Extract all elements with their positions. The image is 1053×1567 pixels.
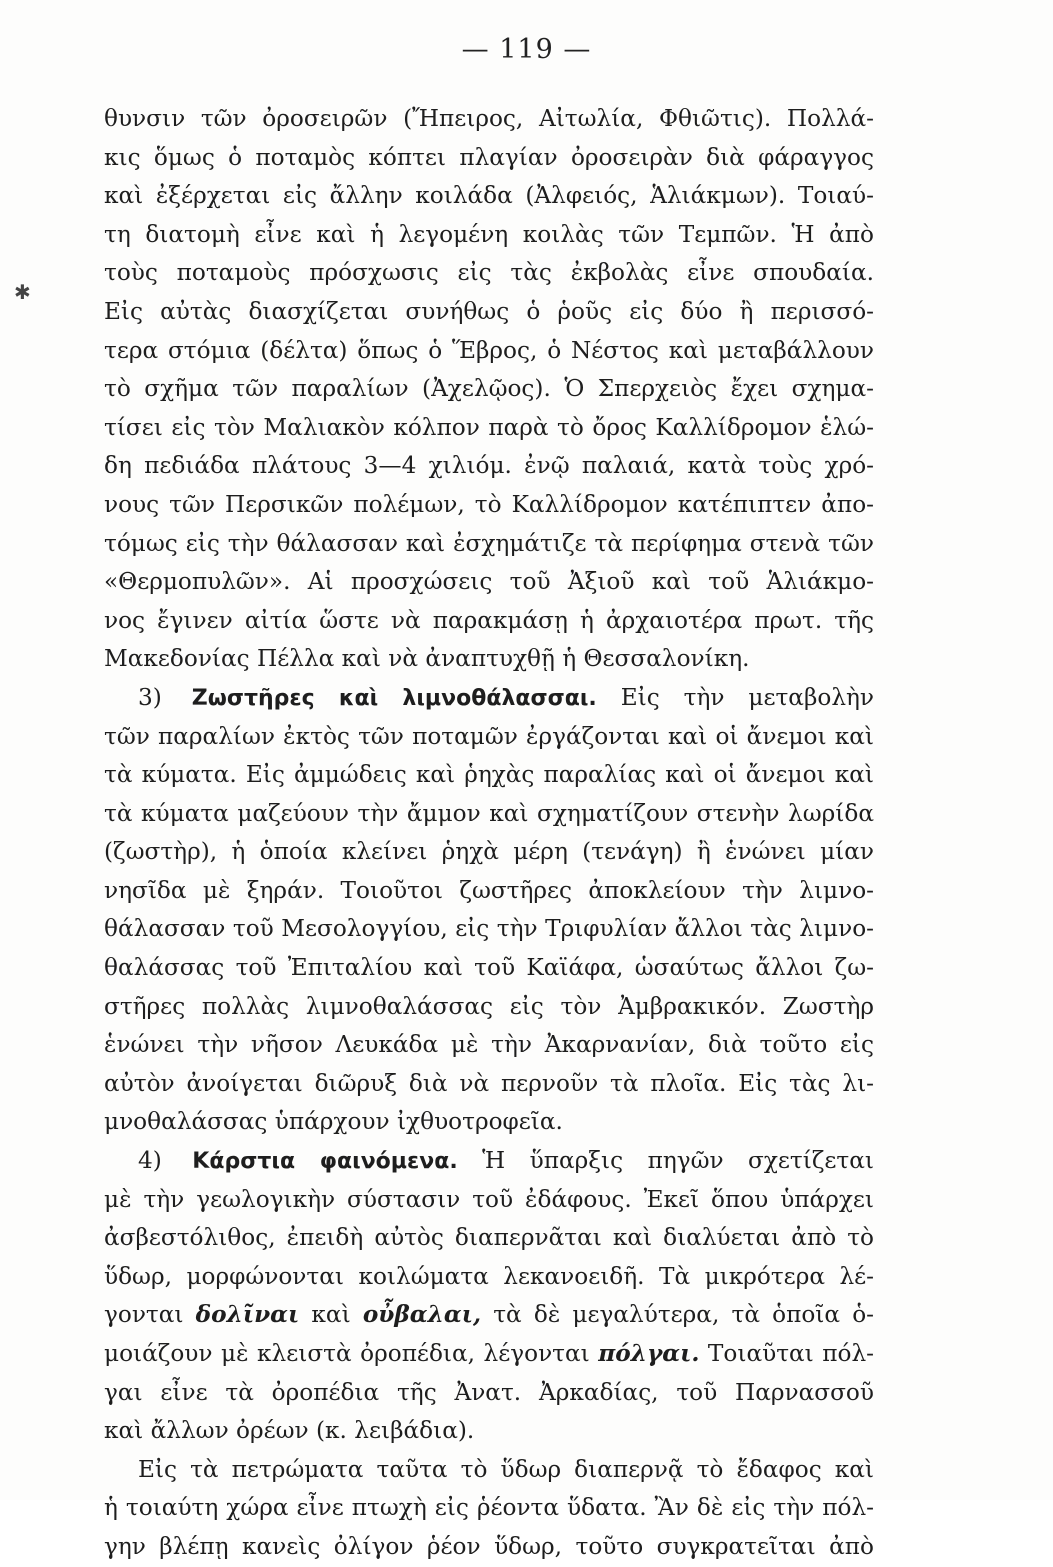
section-3-heading-line xyxy=(104,679,874,718)
term-polgai: πόλγαι. xyxy=(598,1340,700,1367)
text-fragment: Ἡ ὕπαρξις πηγῶν σχετίζεται xyxy=(482,1147,874,1175)
text-fragment: τὰ δὲ μεγαλύτερα, τὰ ὁποῖα ὁ- xyxy=(493,1301,874,1329)
text-fragment: Τοιαῦται πόλ- xyxy=(707,1340,874,1367)
term-dolinai: δολῖναι xyxy=(195,1301,300,1329)
text-line: μὲ τὴν γεωλογικὴν σύστασιν τοῦ ἐδάφους. Ἐκεῖ ὅπου ὑπάρχει xyxy=(104,1185,874,1213)
text-line: (ζωστὴρ), ἡ ὁποία κλείνει ῥηχὰ μέρη (τενάγη) ἢ ἑνώνει μίαν xyxy=(104,838,874,866)
page-number: — 119 — xyxy=(461,34,592,65)
text-line: τίσει εἰς τὸν Μαλιακὸν κόλπον παρὰ τὸ ὄρος Καλλίδρομον ἑλώ- xyxy=(104,413,874,441)
section-4-heading-line xyxy=(104,1142,874,1181)
text-line: νος ἔγινεν αἰτία ὥστε νὰ παρακμάσῃ ἡ ἀρχαιοτέρα πρωτ. τῆς xyxy=(104,606,874,634)
margin-mark: ✱ xyxy=(14,280,31,304)
text-line: τερα στόμια (δέλτα) ὅπως ὁ Ἕβρος, ὁ Νέστος καὶ μεταβάλλουν xyxy=(104,336,874,364)
text-fragment: μοιάζουν μὲ κλειστὰ ὀροπέδια, λέγονται xyxy=(104,1340,590,1367)
text-line: θυνσιν τῶν ὀροσειρῶν (Ἤπειρος, Αἰτωλία, Φθιῶτις). Πολλά- xyxy=(104,105,874,132)
text-line: καὶ ἐξέρχεται εἰς ἄλλην κοιλάδα (Ἀλφειός, Ἁλιάκμων). Τοιαύ- xyxy=(104,182,874,210)
text-line: καὶ ἄλλων ὀρέων (κ. λειβάδια). xyxy=(104,1417,475,1445)
text-line: νησῖδα μὲ ξηράν. Τοιοῦτοι ζωστῆρες ἀποκλείουν τὴν λιμνο- xyxy=(104,876,874,904)
text-line: τη διατομὴ εἶνε καὶ ἡ λεγομένη κοιλὰς τῶν Τεμπῶν. Ἡ ἀπὸ xyxy=(104,220,874,248)
text-line: Εἰς αὐτὰς διασχίζεται συνήθως ὁ ῥοῦς εἰς δύο ἢ περισσό- xyxy=(104,297,874,325)
text-line-with-terms xyxy=(104,1296,874,1335)
text-line: τὰ κύματα. Εἰς ἀμμώδεις καὶ ῥηχὰς παραλίας καὶ οἱ ἄνεμοι καὶ xyxy=(104,761,874,789)
text-line: τῶν παραλίων ἐκτὸς τῶν ποταμῶν ἐργάζονται καὶ οἱ ἄνεμοι καὶ xyxy=(104,722,874,750)
section-heading: Ζωστῆρες καὶ λιμνοθάλασσαι. xyxy=(191,685,597,711)
text-line: τόμως εἰς τὴν θάλασσαν καὶ ἐσχημάτιζε τὰ περίφημα στενὰ τῶν xyxy=(104,529,874,557)
text-line: θάλασσαν τοῦ Μεσολογγίου, εἰς τὴν Τριφυλίαν ἄλλοι τὰς λιμνο- xyxy=(104,915,874,943)
term-oubalai: οὖβαλαι, xyxy=(362,1301,482,1329)
text-line: Μακεδονίας Πέλλα καὶ νὰ ἀναπτυχθῇ ἡ Θεσσαλονίκη. xyxy=(104,645,750,673)
text-line: ἡ τοιαύτη χώρα εἶνε πτωχὴ εἰς ῥέοντα ὕδατα. Ἂν δὲ εἰς τὴν πόλ- xyxy=(104,1494,874,1522)
section-number: 4) xyxy=(138,1147,162,1175)
text-line-with-terms xyxy=(104,1335,874,1374)
section-number: 3) xyxy=(138,683,162,711)
text-line: «Θερμοπυλῶν». Αἱ προσχώσεις τοῦ Ἀξιοῦ καὶ τοῦ Ἁλιάκμο- xyxy=(104,568,874,596)
text-line: νους τῶν Περσικῶν πολέμων, τὸ Καλλίδρομον κατέπιπτεν ἀπο- xyxy=(104,490,874,518)
text-line: γην βλέπῃ κανεὶς ὀλίγον ῥέον ὕδωρ, τοῦτο συγκρατεῖται ἀπὸ xyxy=(104,1532,874,1560)
section-heading: Κάρστια φαινόμενα. xyxy=(192,1149,458,1175)
text-fragment: Εἰς τὴν μεταβολὴν xyxy=(620,683,874,711)
text-line: τὰ κύματα μαζεύουν τὴν ἄμμον καὶ σχηματίζουν στενὴν λωρίδα xyxy=(104,799,874,827)
text-line: αὐτὸν ἀνοίγεται διῶρυξ διὰ νὰ περνοῦν τὰ πλοῖα. Εἰς τὰς λι- xyxy=(104,1069,874,1097)
body-text xyxy=(104,100,874,1567)
text-line: ἀσβεστόλιθος, ἐπειδὴ αὐτὸς διαπερνᾶται καὶ διαλύεται ἀπὸ τὸ xyxy=(104,1224,874,1252)
text-line: κις ὅμως ὁ ποταμὸς κόπτει πλαγίαν ὀροσειρὰν διὰ φάραγγος xyxy=(104,143,874,171)
text-line: δη πεδιάδα πλάτους 3—4 χιλιόμ. ἐνῷ παλαιά, κατὰ τοὺς χρό- xyxy=(104,452,874,480)
text-line: τοὺς ποταμοὺς πρόσχωσις εἰς τὰς ἐκβολὰς εἶνε σπουδαία. xyxy=(104,259,874,287)
text-fragment: καὶ xyxy=(311,1301,351,1329)
text-line: Εἰς τὰ πετρώματα ταῦτα τὸ ὕδωρ διαπερνᾷ τὸ ἔδαφος καὶ xyxy=(138,1455,874,1483)
text-line: τὸ σχῆμα τῶν παραλίων (Ἀχελῷος). Ὁ Σπερχειὸς ἔχει σχημα- xyxy=(104,375,874,403)
text-line: ἑνώνει τὴν νῆσον Λευκάδα μὲ τὴν Ἀκαρνανίαν, διὰ τοῦτο εἰς xyxy=(104,1031,874,1059)
text-line: ὕδωρ, μορφώνονται κοιλώματα λεκανοειδῆ. Τὰ μικρότερα λέ- xyxy=(104,1262,874,1290)
text-line: στῆρες πολλὰς λιμνοθαλάσσας εἰς τὸν Ἀμβρακικόν. Ζωστὴρ xyxy=(104,992,874,1020)
text-fragment: γονται xyxy=(104,1301,184,1329)
text-line: μνοθαλάσσας ὑπάρχουν ἰχθυοτροφεῖα. xyxy=(104,1108,563,1136)
text-line: θαλάσσας τοῦ Ἐπιταλίου καὶ τοῦ Καϊάφα, ὡσαύτως ἄλλοι ζω- xyxy=(104,954,874,982)
text-line: γαι εἶνε τὰ ὀροπέδια τῆς Ἀνατ. Ἀρκαδίας, τοῦ Παρνασσοῦ xyxy=(104,1378,874,1406)
